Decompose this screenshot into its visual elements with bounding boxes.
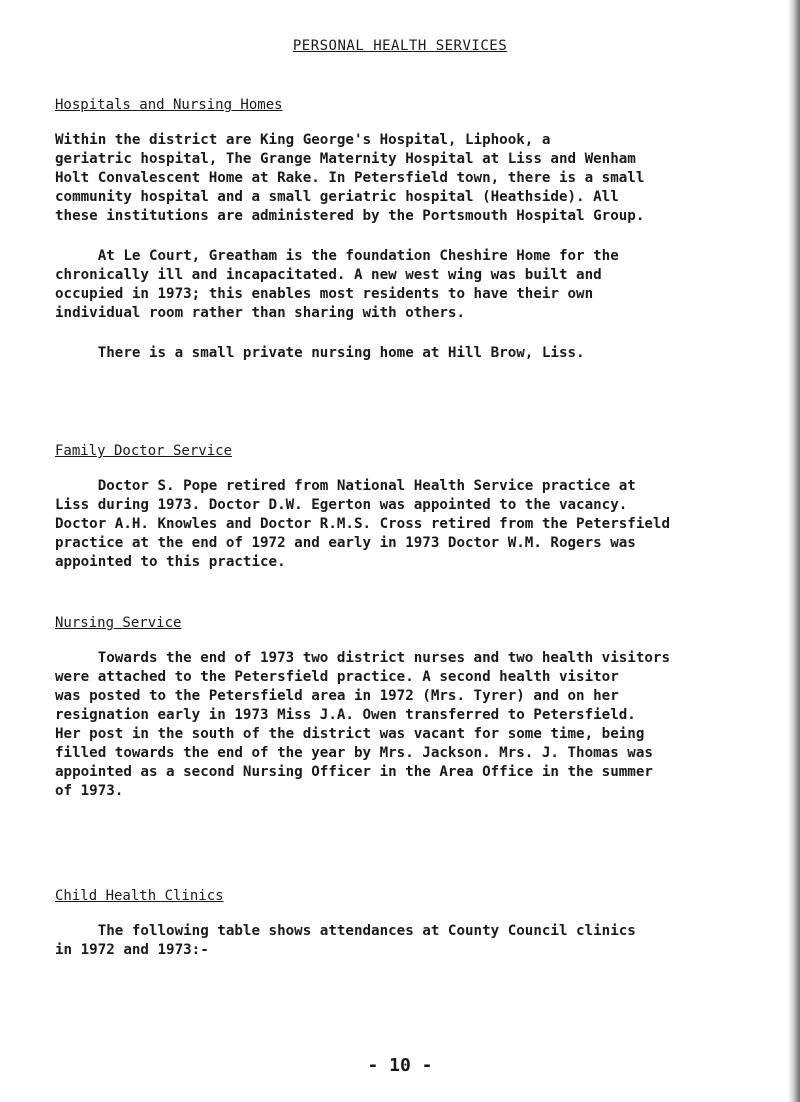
- paragraph: The following table shows attendances at County Council clinics in 1972 and 1973:-: [55, 923, 636, 958]
- section-heading: Nursing Service: [55, 615, 182, 631]
- section-child-health: [55, 888, 785, 960]
- page-number: - 10 -: [367, 1055, 433, 1076]
- paragraph: At Le Court, Greatham is the foundation Cheshire Home for the chronically ill and incapacitated. A new west wing was built and occupied in 1973; this enables most residents to have their own individual room rather than sharing with others.: [55, 248, 619, 321]
- paragraph: Within the district are King George's Hospital, Liphook, a geriatric hospital, The Grange Maternity Hospital at Liss and Wenham Holt Convalescent Home at Rake. In Petersfield town, there is a small community hospital and a small geriatric hospital (Heathside). All these institutions are administered by the Portsmouth Hospital Group.: [55, 132, 645, 224]
- section-nursing: [55, 615, 785, 801]
- section-heading: Family Doctor Service: [55, 443, 233, 459]
- paragraph: There is a small private nursing home at Hill Brow, Liss.: [55, 345, 585, 361]
- paragraph: Towards the end of 1973 two district nurses and two health visitors were attached to the Petersfield practice. A second health visitor was posted to the Petersfield area in 1972 (Mrs. Tyrer) and on her resignation early in 1973 Miss J.A. Owen transferred to Petersfield. Her post in the south of the district was vacant for some time, being filled towards the end of the year by Mrs. Jackson. Mrs. J. Thomas was appointed as a second Nursing Officer in the Area Office in the summer of 1973.: [55, 650, 670, 799]
- section-heading: Hospitals and Nursing Homes: [55, 97, 283, 113]
- paragraph: Doctor S. Pope retired from National Health Service practice at Liss during 1973. Doctor D.W. Egerton was appointed to the vacancy. Doctor A.H. Knowles and Doctor R.M.S. Cross retired from the Petersfield practice at the end of 1972 and early in 1973 Doctor W.M. Rogers was appointed to this practice.: [55, 478, 670, 570]
- page-edge-shadow: [788, 0, 800, 1102]
- section-family-doctor: [55, 443, 785, 572]
- section-hospitals: [55, 97, 785, 363]
- section-heading: Child Health Clinics: [55, 888, 224, 904]
- page-title: PERSONAL HEALTH SERVICES: [292, 38, 508, 54]
